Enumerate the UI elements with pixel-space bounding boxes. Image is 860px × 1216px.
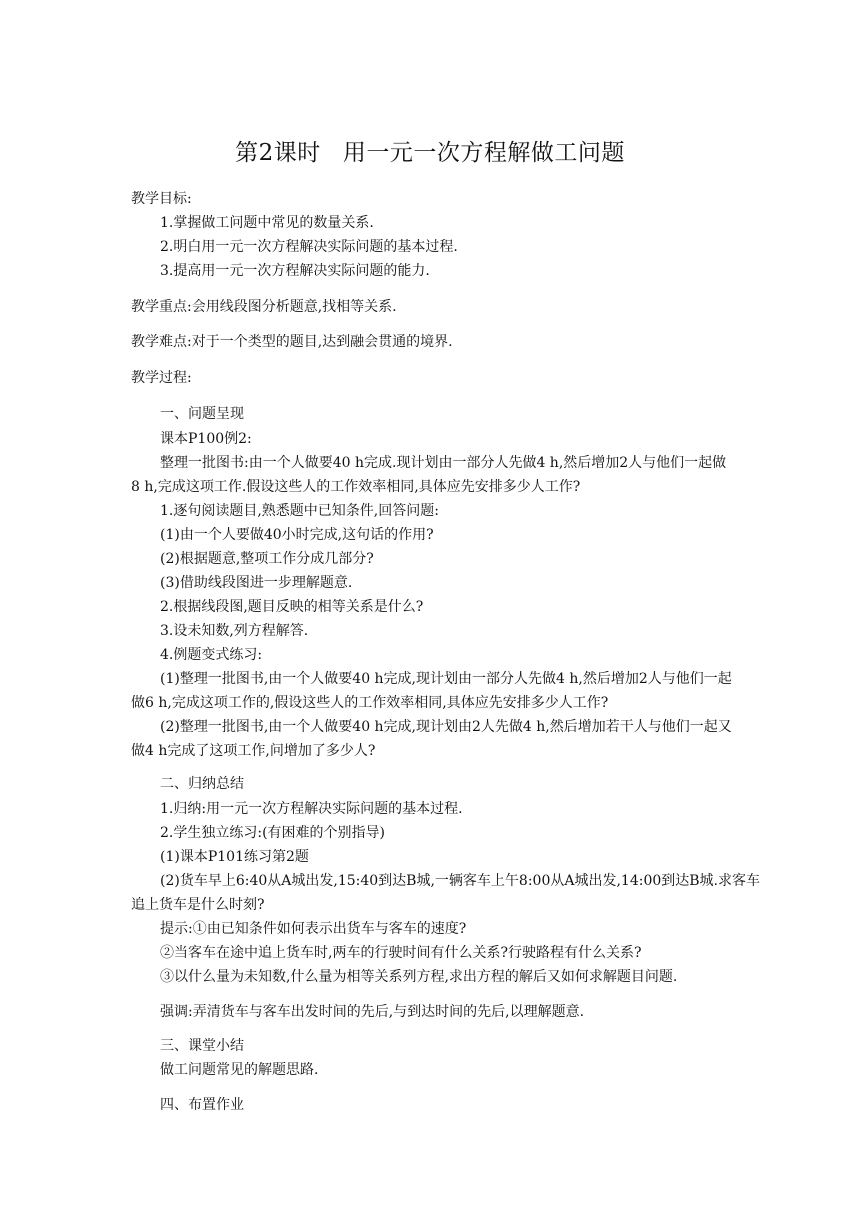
paragraph-line: (2)根据题意,整项工作分成几部分? (160, 551, 374, 567)
paragraph-line: ②当客车在途中追上货车时,两车的行驶时间有什么关系?行驶路程有什么关系? (160, 945, 642, 961)
goal-item: 1.掌握做工问题中常见的数量关系. (160, 215, 374, 231)
paragraph-line: 整理一批图书:由一个人做要40 h完成.现计划由一部分人先做4 h,然后增加2人与他们一起做 (160, 455, 727, 471)
section-heading: 三、课堂小结 (160, 1038, 244, 1054)
page-title (0, 134, 860, 167)
paragraph-line: 1.逐句阅读题目,熟悉题中已知条件,回答问题: (160, 503, 439, 519)
title-lesson-number: 第2课时 (235, 140, 321, 166)
paragraph-line: 3.设未知数,列方程解答. (160, 623, 309, 639)
emphasis-note: 强调:弄清货车与客车出发时间的先后,与到达时间的先后,以理解题意. (160, 1004, 585, 1020)
key-point: 教学重点:会用线段图分析题意,找相等关系. (131, 299, 397, 315)
paragraph-line: 1.归纳:用一元一次方程解决实际问题的基本过程. (160, 801, 463, 817)
paragraph-line: (1)整理一批图书,由一个人做要40 h完成,现计划由一部分人先做4 h,然后增加2人与他们一起 (160, 671, 732, 687)
paragraph-line: 做工问题常见的解题思路. (160, 1062, 319, 1078)
goal-item: 2.明白用一元一次方程解决实际问题的基本过程. (160, 239, 458, 255)
paragraph-line: 提示:①由已知条件如何表示出货车与客车的速度? (160, 921, 467, 937)
goals-heading: 教学目标: (131, 191, 192, 207)
paragraph-line: (2)货车早上6:40从A城出发,15:40到达B城,一辆客车上午8:00从A城出发,14:00到达B城.求客车 (160, 873, 760, 889)
paragraph-line: 2.学生独立练习:(有困难的个别指导) (160, 825, 385, 841)
difficulty: 教学难点:对于一个类型的题目,达到融会贯通的境界. (131, 334, 453, 350)
section-heading: 二、归纳总结 (160, 776, 244, 792)
section-heading: 四、布置作业 (160, 1097, 244, 1113)
paragraph-line: (1)课本P101练习第2题 (160, 849, 309, 865)
paragraph-line: 做6 h,完成这项工作的,假设这些人的工作效率相同,具体应先安排多少人工作? (131, 695, 609, 711)
paragraph-line: (1)由一个人要做40小时完成,这句话的作用? (160, 527, 434, 543)
paragraph-line: (2)整理一批图书,由一个人做要40 h完成,现计划由2人先做4 h,然后增加若干人与他们一起又 (160, 719, 732, 735)
paragraph-line: 做4 h完成了这项工作,问增加了多少人? (131, 743, 376, 759)
process-heading: 教学过程: (131, 370, 192, 386)
paragraph-line: 4.例题变式练习: (160, 647, 263, 663)
paragraph-line: 2.根据线段图,题目反映的相等关系是什么? (160, 599, 424, 615)
paragraph-line: ③以什么量为未知数,什么量为相等关系列方程,求出方程的解后又如何求解题目问题. (160, 969, 678, 985)
section-heading: 一、问题呈现 (160, 406, 244, 422)
textbook-reference: 课本P100例2: (160, 431, 252, 447)
paragraph-line: 追上货车是什么时刻? (131, 897, 265, 913)
goal-item: 3.提高用一元一次方程解决实际问题的能力. (160, 263, 430, 279)
paragraph-line: 8 h,完成这项工作.假设这些人的工作效率相同,具体应先安排多少人工作? (131, 479, 581, 495)
paragraph-line: (3)借助线段图进一步理解题意. (160, 575, 353, 591)
title-topic: 用一元一次方程解做工问题 (342, 140, 625, 166)
